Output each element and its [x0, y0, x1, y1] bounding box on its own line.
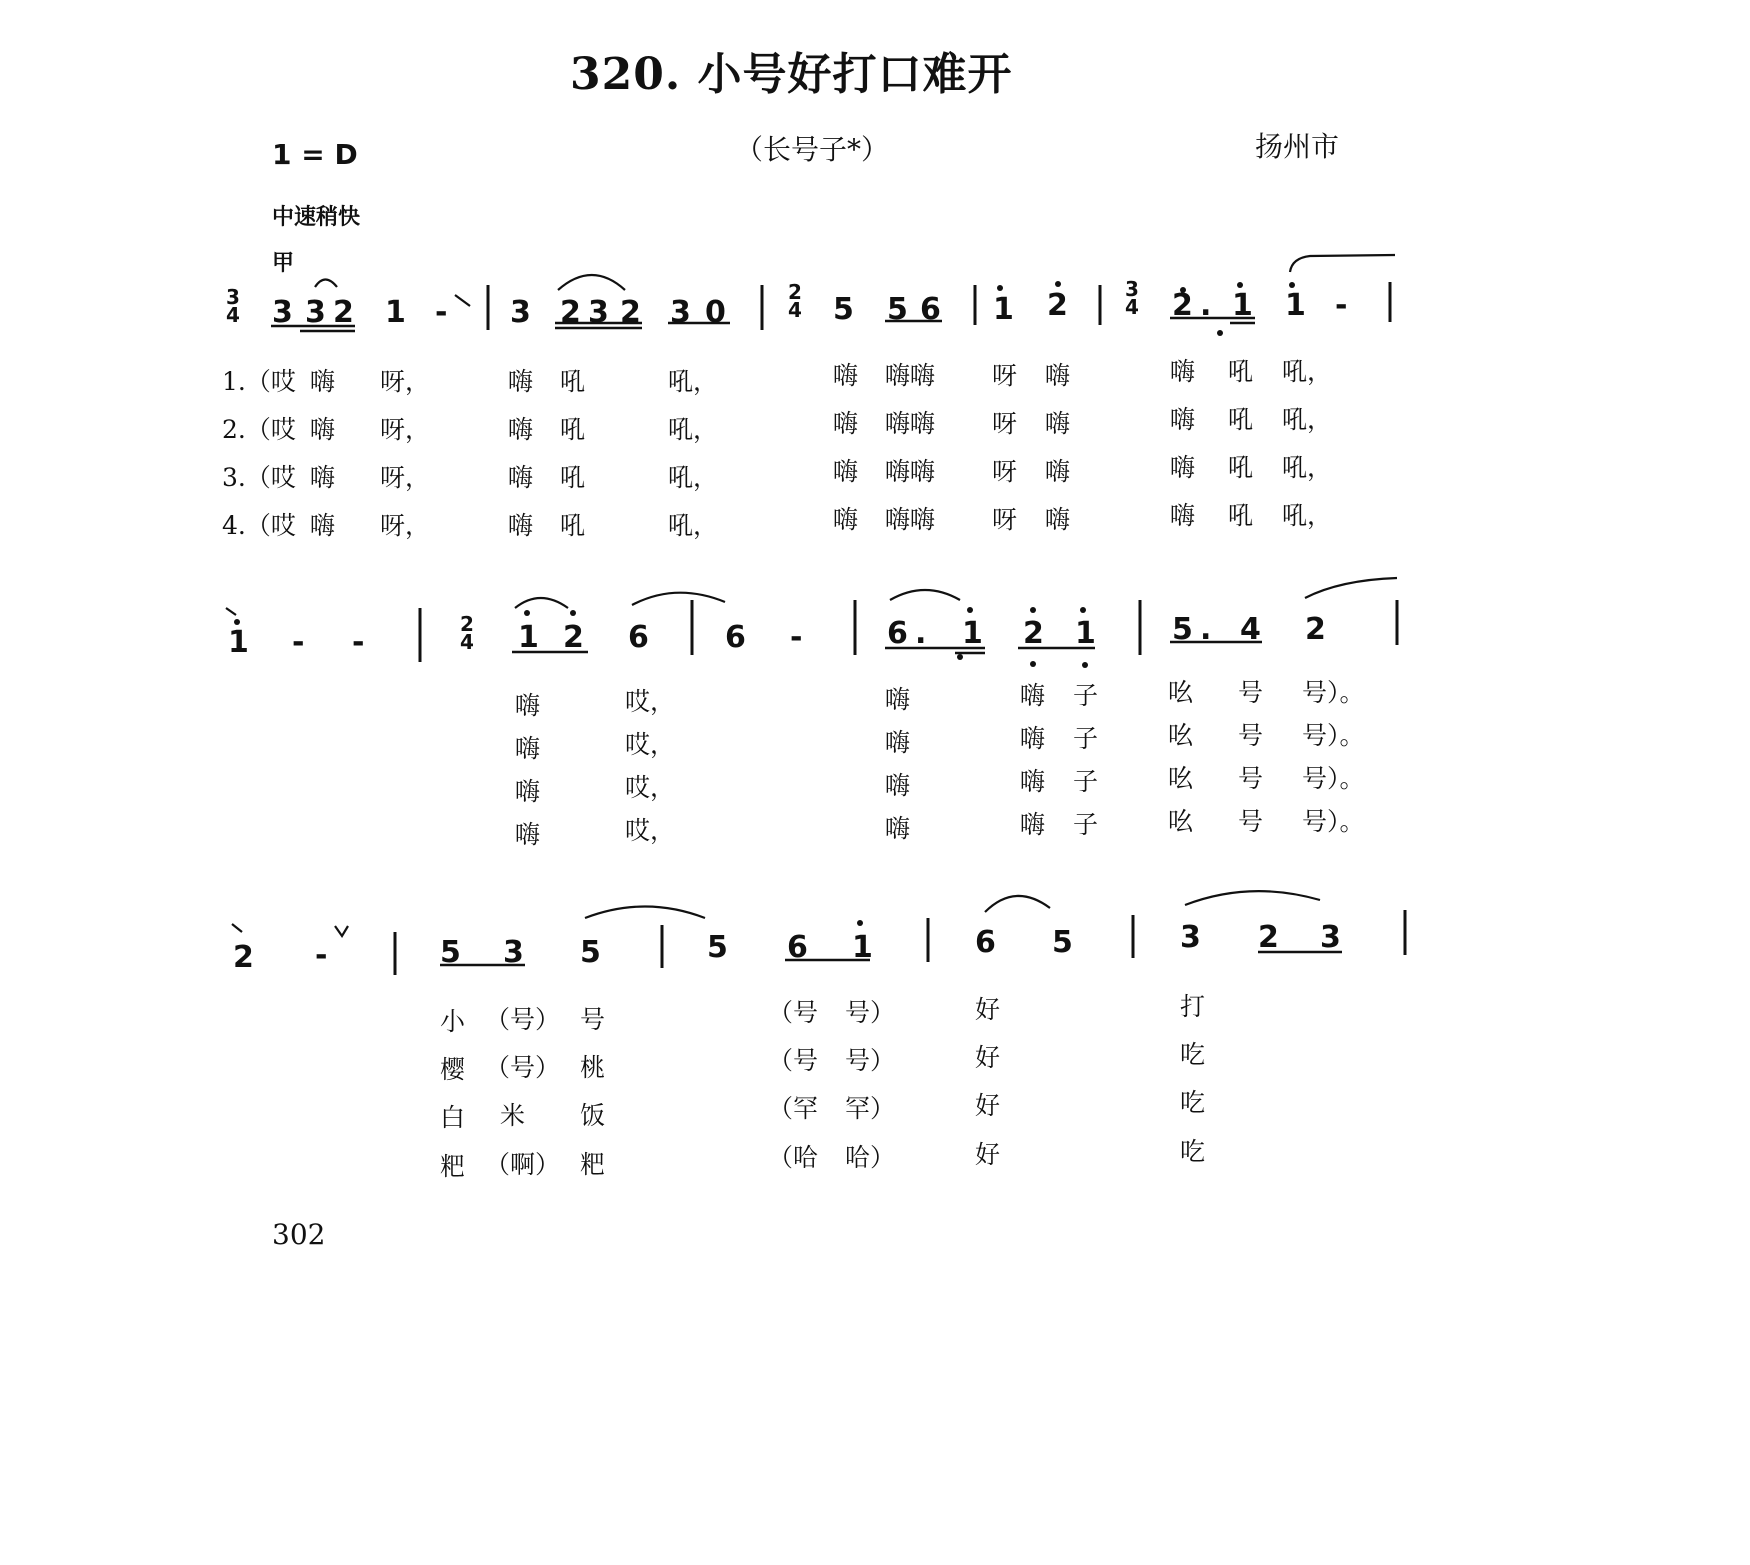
lyric: 号 [580, 1005, 606, 1034]
note: 1 [1232, 288, 1253, 323]
lyric: 嗨 [833, 361, 859, 390]
lyric: 嗨 [1020, 724, 1046, 753]
lyric: 吼， [668, 415, 719, 444]
lyric: 1.（哎 [222, 367, 296, 396]
lyric: 号）。 [1302, 764, 1365, 793]
note: 6 [920, 292, 941, 327]
time-signature: 3 4 [226, 285, 240, 327]
lyric: 吼 [560, 463, 586, 492]
lyric: 好 [975, 995, 1001, 1024]
lyric: 嗨 [508, 367, 534, 396]
lyric: 吼， [1282, 453, 1333, 482]
lyric: 吼， [668, 367, 719, 396]
note: 6 [628, 620, 649, 655]
lyric: （号） [485, 1053, 561, 1082]
note: 5 [707, 930, 728, 965]
lyric: 嗨 [515, 777, 541, 806]
lyric: 嗨 [1170, 453, 1196, 482]
dot: . [1200, 612, 1212, 647]
lyric: 吆 [1168, 807, 1194, 836]
lyric: （号） [485, 1005, 561, 1034]
part-label: 甲 [272, 251, 295, 276]
lyric: 号）。 [1302, 721, 1365, 750]
time-signature: 2 4 [788, 280, 802, 322]
lyric: 吃 [1180, 1040, 1206, 1069]
note: 1 [228, 625, 249, 660]
lyric: 吼 [1228, 405, 1254, 434]
lyric: 嗨嗨 [885, 361, 936, 390]
note: 1 [1075, 616, 1096, 651]
lyric: 嗨 [885, 771, 911, 800]
note: 5 [833, 292, 854, 327]
lyric: 吼 [560, 415, 586, 444]
lyric: 哈） [845, 1143, 896, 1172]
note: 6 [787, 930, 808, 965]
lyric: 嗨 [833, 457, 859, 486]
lyric: 嗨 [1045, 409, 1071, 438]
lyric: 嗨 [833, 409, 859, 438]
dash: - [315, 938, 328, 973]
lyric: 呀， [380, 415, 431, 444]
note: 3 [1320, 920, 1341, 955]
lyric: 呀 [992, 409, 1018, 438]
lyric: 嗨 [1045, 505, 1071, 534]
lyric: （哈 [768, 1143, 819, 1172]
note: 2 [1172, 288, 1193, 323]
lyric: 罕） [845, 1094, 896, 1123]
lyric: （号 [768, 1046, 819, 1075]
note: 5 [440, 935, 461, 970]
lyric: 子 [1073, 681, 1099, 710]
lyric: 好 [975, 1091, 1001, 1120]
lyric: 嗨 [508, 511, 534, 540]
note: 2 [620, 295, 641, 330]
lyric: 呀 [992, 361, 1018, 390]
lyric: （啊） [485, 1150, 561, 1179]
note: 2 [333, 295, 354, 330]
note: 3 [588, 295, 609, 330]
note: 3 [503, 935, 524, 970]
lyric: 吼， [1282, 405, 1333, 434]
note: 1 [993, 292, 1014, 327]
lyric: 打 [1180, 992, 1206, 1021]
lyric: 吼 [1228, 501, 1254, 530]
lyric: 号）。 [1302, 678, 1365, 707]
lyric: 吼 [1228, 453, 1254, 482]
note: 3 [272, 295, 293, 330]
note: 2 [560, 295, 581, 330]
lyric: 号 [1238, 764, 1264, 793]
lyric: （罕 [768, 1094, 819, 1123]
lyric: 吃 [1180, 1137, 1206, 1166]
song-title: 320. 小号好打口难开 [570, 49, 1013, 100]
lyric: 子 [1073, 810, 1099, 839]
key-signature: 1 = D [272, 138, 358, 171]
dash: - [292, 625, 305, 660]
lyric: （号 [768, 998, 819, 1027]
lyric: 吼 [1228, 357, 1254, 386]
lyric: 吼 [560, 367, 586, 396]
note: 4 [1240, 612, 1261, 647]
lyric: 嗨 [885, 728, 911, 757]
lyric: 号） [845, 998, 896, 1027]
lyric: 吆 [1168, 721, 1194, 750]
note: 2 [1023, 616, 1044, 651]
lyric: 嗨 [1045, 457, 1071, 486]
note: 3 [670, 295, 691, 330]
lyric: 嗨 [310, 463, 336, 492]
note: 1 [385, 295, 406, 330]
lyric: 嗨 [310, 367, 336, 396]
note: 2 [1258, 920, 1279, 955]
lyric: 嗨 [1020, 681, 1046, 710]
lyric: 呀， [380, 367, 431, 396]
lyric: 粑 [580, 1150, 606, 1179]
lyric: 嗨 [885, 814, 911, 843]
lyric: 吼， [1282, 501, 1333, 530]
lyric: 嗨嗨 [885, 409, 936, 438]
note: 3 [510, 295, 531, 330]
lyric: 嗨 [508, 415, 534, 444]
dash: - [352, 625, 365, 660]
lyric: 米 [500, 1101, 526, 1130]
lyric: 吆 [1168, 678, 1194, 707]
lyric: 嗨 [515, 734, 541, 763]
lyric: 粑 [440, 1152, 466, 1181]
lyric: 吼， [668, 511, 719, 540]
dash: - [435, 295, 448, 330]
lyric: 号）。 [1302, 807, 1365, 836]
note: 2 [233, 940, 254, 975]
region-label: 扬州市 [1255, 130, 1340, 163]
note: 6 [887, 616, 908, 651]
lyric: 哎， [625, 730, 676, 759]
note: 1 [1285, 288, 1306, 323]
lyric: 哎， [625, 773, 676, 802]
lyric: 嗨 [1170, 501, 1196, 530]
tempo-marking: 中速稍快 [272, 205, 361, 230]
lyric: 呀， [380, 463, 431, 492]
lyric: 哎， [625, 816, 676, 845]
dot: . [915, 616, 927, 651]
lyric: 嗨 [1170, 357, 1196, 386]
lyric: 2.（哎 [222, 415, 296, 444]
note: 5 [887, 292, 908, 327]
dash: - [1335, 288, 1348, 323]
lyric: 嗨 [1170, 405, 1196, 434]
note: 5 [1172, 612, 1193, 647]
note: 2 [1047, 288, 1068, 323]
lyric: 饭 [580, 1101, 606, 1130]
lyric: 呀 [992, 505, 1018, 534]
note: 3 [305, 295, 326, 330]
lyric: 嗨 [1020, 810, 1046, 839]
lyric: 呀， [380, 511, 431, 540]
note: 6 [725, 620, 746, 655]
time-signature: 3 4 [1125, 277, 1139, 319]
note: 2 [1305, 612, 1326, 647]
note: 5 [1052, 925, 1073, 960]
lyric: 小 [440, 1007, 466, 1036]
lyric: 白 [440, 1103, 466, 1132]
lyric: 哎， [625, 687, 676, 716]
note: 3 [1180, 920, 1201, 955]
lyric: 嗨 [885, 685, 911, 714]
lyric: 号 [1238, 721, 1264, 750]
lyric: 子 [1073, 767, 1099, 796]
lyric: 樱 [440, 1055, 466, 1084]
dot: . [1200, 288, 1212, 323]
lyric: 号 [1238, 678, 1264, 707]
lyric: 呀 [992, 457, 1018, 486]
lyric: 子 [1073, 724, 1099, 753]
lyric: 吼， [668, 463, 719, 492]
lyric: 好 [975, 1043, 1001, 1072]
lyric: 嗨 [310, 511, 336, 540]
lyric: 号 [1238, 807, 1264, 836]
lyric: 嗨 [515, 820, 541, 849]
lyric: 嗨 [515, 691, 541, 720]
note: 0 [705, 295, 726, 330]
note: 6 [975, 925, 996, 960]
lyric: 嗨 [1045, 361, 1071, 390]
lyric: 吼 [560, 511, 586, 540]
dash: - [790, 620, 803, 655]
note: 5 [580, 935, 601, 970]
lyric: 4.（哎 [222, 511, 296, 540]
note: 1 [518, 620, 539, 655]
lyric: 吼， [1282, 357, 1333, 386]
lyric: 嗨嗨 [885, 457, 936, 486]
time-signature: 2 4 [460, 612, 474, 654]
note: 1 [852, 930, 873, 965]
lyric: 好 [975, 1140, 1001, 1169]
lyric: 3.（哎 [222, 463, 296, 492]
note: 2 [563, 620, 584, 655]
song-subtitle: （长号子*） [735, 133, 890, 166]
lyric: 嗨 [833, 505, 859, 534]
lyric: 嗨嗨 [885, 505, 936, 534]
lyric: 吃 [1180, 1088, 1206, 1117]
lyric: 吆 [1168, 764, 1194, 793]
lyric: 号） [845, 1046, 896, 1075]
lyric: 嗨 [310, 415, 336, 444]
lyric: 嗨 [1020, 767, 1046, 796]
lyric: 桃 [580, 1053, 606, 1082]
note: 1 [962, 616, 983, 651]
lyric: 嗨 [508, 463, 534, 492]
page-number: 302 [272, 1218, 326, 1251]
